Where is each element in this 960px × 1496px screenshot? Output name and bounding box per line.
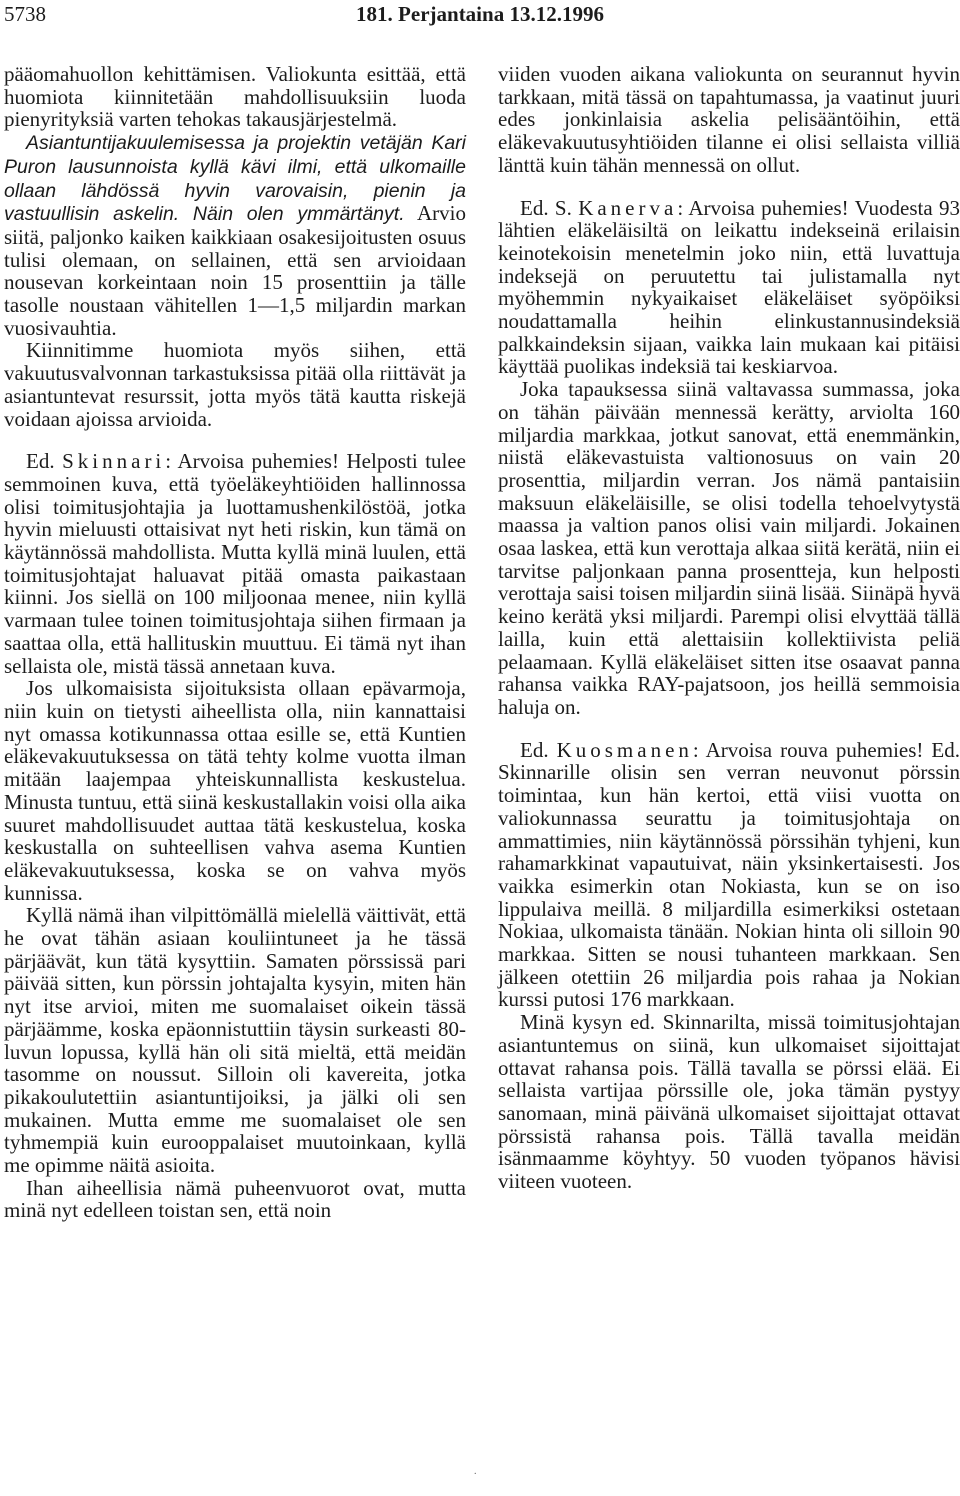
speaker-prefix: Ed.	[26, 449, 63, 474]
speaker-name: Skinnari	[62, 449, 166, 474]
paragraph: viiden vuoden aikana valiokunta on seurannut hyvin tarkkaan, mitä tässä on tapahtumassa, ja vaatinut juuri edes jonkinlaisia askelia pelisääntöihin, että eläkevakuutusyhtiöiden tilanne ei olisi sellaista villiä länttä kuin tähän mennessä on ollut.	[498, 62, 960, 177]
paragraph: Minä kysyn ed. Skinnarilta, missä toimitusjohtajan asiantuntemus on siinä, kun ulkomaiset sijoittajat ottavat rahansa pois. Tällä tavalla se pörssi elää. Ei sellaista vartijaa pörssille ole, joka tämän pystyy sanomaan, minä päivänä ulkomaiset sijoittajat ottavat pörssistä rahansa pois. Tällä tavalla meidän isänmaamme köyhtyy. 50 vuoden työpanos hävisi viiteen vuoteen.	[498, 1010, 960, 1194]
speaker-name: Kanerva	[578, 195, 678, 220]
page-number: 5738	[4, 2, 46, 26]
speech-paragraph	[498, 739, 960, 1011]
speech-text: Vuodesta 93 lähtien eläkeläisiltä on leikattu indekseinä erilaisin keinotekoisin menetelmin joko niin, että luvattuja indeksejä on peruutettu tai julistamalla nyt myöhemmin nykyaikaiset eläkeläiset syöpöiksi noudattamalla heihin elinkustannusindeksiä palkkaindeksin sijaan, vaikka lain mukaan kai pitäisi käyttää puolikas indeksiä tai keskiarvoa.	[498, 195, 960, 379]
paragraph	[4, 131, 466, 339]
speaker-greeting: : Arvoisa puhemies!	[165, 449, 339, 474]
paragraph: Kyllä nämä ihan vilpittömällä mielellä väittivät, että he ovat tähän asiaan kouliintuneet ja he tässä pärjäävät, kun tätä kysyttiin. Samaten pörssissä pari päivää sitten, kun pörssin johtajalta kysyin, miten hän nyt itse arvioi, miten me suomalaiset oikein tässä pärjäämme, koska epäonnistuttiin täysin surkeasti 80-luvun lopussa, kyllä hän oli sitä mieltä, että meidän tasomme on noussut. Silloin oli kavereita, jotka pikakoulutettiin asiantuntijoiksi, ja jälki oli sen mukainen. Mutta emme me suomalaiset ole sen tyhmempiä kuin eurooppalaiset muutoinkaan, kyllä me opimme näitä asioita.	[4, 903, 466, 1178]
paragraph: Joka tapauksessa siinä valtavassa summassa, joka on tähän päivään mennessä kerätty, arviolta 160 miljardia markkaa, jotkut sanovat, että enemmänkin, niistä eläkevastuista valtionosuus on vain 20 prosenttia, miljardin verran. Jos nämä pantaisiin maksuun eläkeläisille, se olisi todella tehoelvytystä maassa ja valtion panos olisi vain miljardi. Jokainen osaa laskea, että kun verottaja alkaa siitä kerätä, niin ei tarvitse paljonkaan panna prosentteja, kun helposti verottaja saisi toisen miljardin siinä lisää. Siinäpä hyvä keino kerätä yksi miljardi. Parempi olisi elvyttää tällä lailla, kuin että alettaisiin kollektiivista peliä pelaamaan. Kyllä eläkeläiset sitten itse osaavat panna rahansa vaikka RAY-pajatsoon, jos heillä semmoisia haluja on.	[498, 377, 960, 719]
paragraph: Kiinnitimme huomiota myös siihen, että vakuutusvalvonnan tarkastuksissa pitää olla riittävät ja asiantuntevat resurssit, jotta myös tätä kautta riskejä voidaan ajoissa arvioida.	[4, 338, 466, 431]
left-column	[4, 63, 466, 1222]
paragraph-text: Arvio siitä, paljonko kaiken kaikkiaan osakesijoitusten osuus tulisi olemaan, on sellainen, että sen arvioidaan nousevan korkeintaan noin 15 prosenttiin ja tälle tasolle noustaan vähitellen 1—1,5 miljardin markan vuosivauhtia.	[4, 201, 466, 340]
speaker-greeting: : Arvoisa puhemies!	[677, 195, 849, 220]
footer-mark: .	[474, 1466, 477, 1477]
speaker-prefix: Ed.	[520, 737, 557, 762]
speech-text: Helposti tulee semmoinen kuva, että työeläkeyhtiöiden hallinnossa olisi toimitusjohtajia ja luottamushenkilöstöä, jotka hyvin mieluusti ottaisivat nyt heti riskin, kun tämä on käytännössä mahdollista. Mutta kyllä minä luulen, että toimitusjohtajat haluavat pitää omasta paikastaan kiinni. Jos siellä on 100 miljoonaa menee, niin kyllä varmaan tulee toinen toimitusjohtaja siihen firmaan ja saattaa olla, että hallituskin muuttuu. Ei tämä nyt ihan sellaista ole, mistä tässä annetaan kuva.	[4, 449, 467, 678]
speaker-greeting: : Arvoisa rouva puhemies!	[692, 737, 924, 762]
speaker-prefix: Ed. S.	[520, 195, 579, 220]
speech-paragraph	[498, 197, 960, 379]
session-title: 181. Perjantaina 13.12.1996	[356, 2, 604, 26]
page-header	[0, 0, 960, 34]
speech-text: Ed. Skinnarille olisin sen verran neuvonut pörssin toimintaa, kun hän kertoi, että viisi vuotta on valiokunnassa seurattu ja toimitusjohtaja on ammattimies, niin käytännössä pörssihän tyhjeni, kun rahamarkkinat vapautuivat, näin yksinkertaisesti. Jos vaikka esimerkin otan Nokiasta, kun se on iso lippulaiva meillä. 8 miljardilla esimerkiksi ostetaan Nokiaa, ulkomaista tänään. Nokian hinta oli silloin 90 markkaa. Sitten se nousi tuhanteen markkaan. Sen jälkeen otettiin 26 miljardia pois rahaa ja Nokian kurssi putosi 176 markkaan.	[498, 737, 960, 1012]
paragraph: Jos ulkomaisista sijoituksista ollaan epävarmoja, niin kuin on tietysti aiheellista olla, niin kannattaisi nyt omassa kotikunnassa ottaa esille se, että Kuntien eläkevakuutuksessa on tätä tehty kolme vuotta ilman mitään laajempaa yhteiskunnallista keskustelua. Minusta tuntuu, että siinä keskustallakin voisi olla aika suuret mahdollisuudet auttaa tätä keskustelua, koska keskustalla on suhteellisen vahva asema Kuntien eläkevakuutuksessa, koska se on vahva myös kunnissa.	[4, 676, 466, 905]
italic-text: Asiantuntijakuulemisessa ja projektin vetäjän Kari Puron lausunnoista kyllä kävi ilmi, että ulkomaille ollaan lähdössä hyvin varovaisin, pienin ja vastuullisin askelin. Näin olen ymmärtänyt.	[4, 132, 466, 226]
speaker-name: Kuosmanen	[556, 737, 693, 762]
paragraph: pääomahuollon kehittämisen. Valiokunta esittää, että huomiota kiinnitetään mahdollisuuksiin luoda pienyrityksiä varten tehokas takausjärjestelmä.	[4, 62, 466, 132]
right-column	[498, 63, 960, 1193]
speech-paragraph	[4, 450, 466, 677]
paragraph: Ihan aiheellisia nämä puheenvuorot ovat, mutta minä nyt edelleen toistan sen, että noin	[4, 1175, 466, 1223]
